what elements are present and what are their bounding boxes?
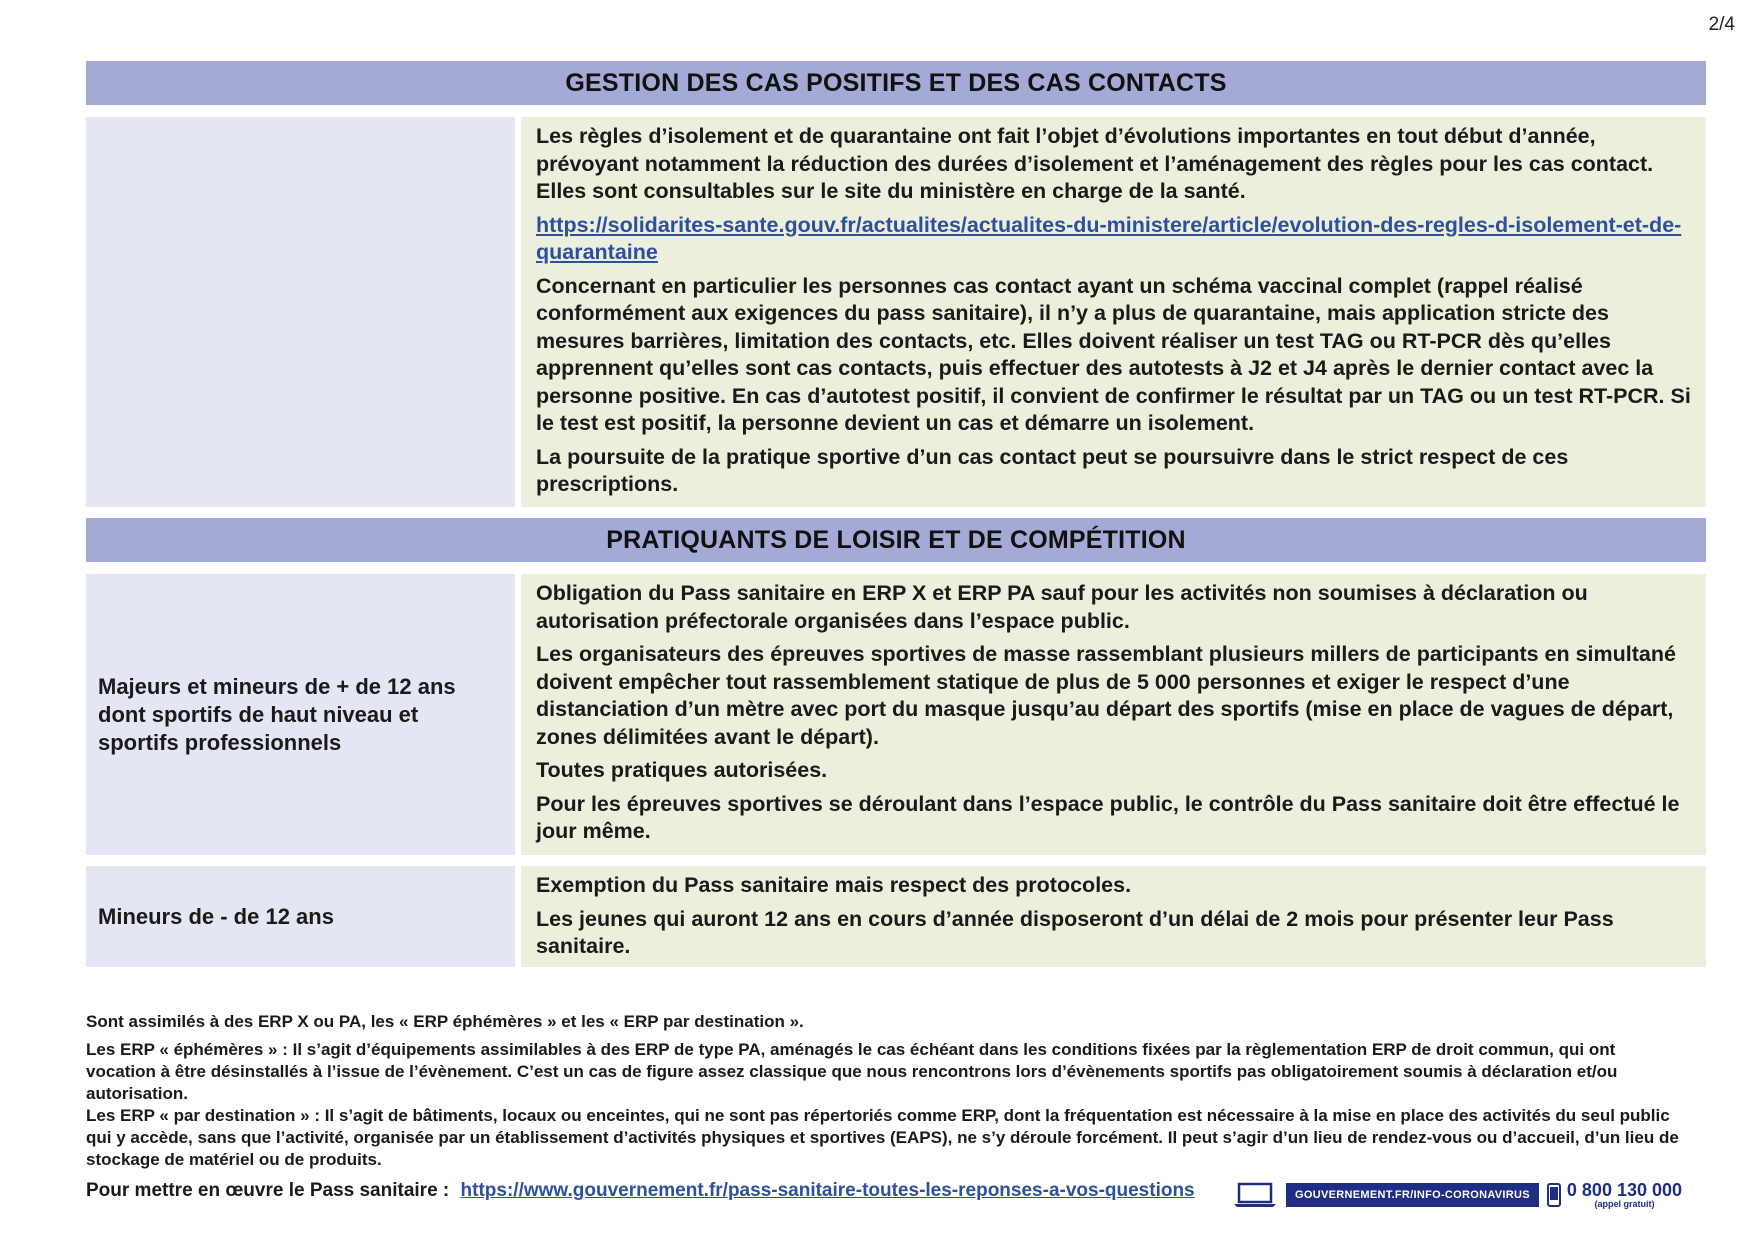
pass-sanitaire-link[interactable]: https://www.gouvernement.fr/pass-sanitaire-toutes-les-reponses-a-vos-questions bbox=[460, 1180, 1195, 1201]
coronavirus-info-banner bbox=[1232, 1181, 1682, 1209]
table-row-majeurs bbox=[86, 574, 1706, 855]
paragraph-cas-contact: Concernant en particulier les personnes cas contact ayant un schéma vaccinal complet (rappel réalisé conformément aux exigences du pass sanitaire), il n’y a plus de quarantaine, mais application stricte des mesures barrières, limitation des contacts, etc. Elles doivent réaliser un test TAG ou RT-PCR dès qu’elles apprennent qu’elles sont cas contacts, puis effectuer des autotests à J2 et J4 après le dernier contact avec la personne positive. En cas d’autotest positif, il convient de confirmer le résultat par un TAG ou un test RT-PCR. Si le test est positif, la personne devient un cas et démarre un isolement. bbox=[536, 273, 1691, 435]
pass-sanitaire-row bbox=[86, 1180, 1195, 1202]
paragraph-obligation-pass: Obligation du Pass sanitaire en ERP X et ERP PA sauf pour les activités non soumises à déclaration ou autorisation préfectorale organisées dans l’espace public. bbox=[536, 581, 1588, 633]
phone-number: 0 800 130 000 bbox=[1566, 1180, 1683, 1200]
paragraph-jeunes-12-ans: Les jeunes qui auront 12 ans en cours d’année disposeront d’un délai de 2 mois pour présenter leur Pass sanitaire. bbox=[536, 906, 1614, 958]
row-content-mineurs bbox=[521, 866, 1706, 967]
footnote-erp-ephemeres: Les ERP « éphémères » : Il s’agit d’équipements assimilables à des ERP de type PA, aménagés le cas échéant dans les conditions fixées par la règlementation ERP de droit commun, qui ont vocation à être désinstallés à l’issue de l’évènement. C’est un cas de figure assez classique que nous rencontrons lors d’évènements sportifs pas obligatoirement soumis à déclaration et/ou autorisation. bbox=[86, 1040, 1618, 1103]
paragraph-controle-pass: Pour les épreuves sportives se déroulant dans l’espace public, le contrôle du Pass sanitaire doit être effectué le jour même. bbox=[536, 791, 1680, 843]
solidarites-sante-link[interactable]: https://solidarites-sante.gouv.fr/actualites/actualites-du-ministere/article/evolution-des-regles-d-isolement-et-de-quarantaine bbox=[536, 212, 1682, 264]
row-content-cell bbox=[521, 117, 1706, 507]
paragraph-organisateurs: Les organisateurs des épreuves sportives de masse rassemblant plusieurs millers de participants en simultané doivent empêcher tout rassemblement statique de plus de 5 000 personnes et exiger le respect d’une distanciation d’un mètre avec port du masque jusqu’au départ des sportifs (mise en place de vagues de départ, zones délimitées avant le départ). bbox=[536, 642, 1676, 749]
section-title-pratiquants: PRATIQUANTS DE LOISIR ET DE COMPÉTITION bbox=[86, 518, 1706, 562]
mobile-phone-icon bbox=[1547, 1183, 1561, 1207]
footer-notes bbox=[86, 1011, 1686, 1177]
row-label-cell bbox=[86, 117, 515, 507]
phone-note: (appel gratuit) bbox=[1594, 1199, 1655, 1209]
gouvernement-info-coronavirus-badge[interactable]: GOUVERNEMENT.FR/INFO-CORONAVIRUS bbox=[1286, 1183, 1539, 1207]
row-label-majeurs: Majeurs et mineurs de + de 12 ans dont sportifs de haut niveau et sportifs professionnels bbox=[86, 574, 515, 855]
laptop-icon bbox=[1232, 1182, 1278, 1208]
table-row-cas-contacts bbox=[86, 117, 1706, 507]
page-number: 2/4 bbox=[1708, 14, 1735, 35]
section-title-cas-positifs: GESTION DES CAS POSITIFS ET DES CAS CONTACTS bbox=[86, 61, 1706, 105]
phone-info bbox=[1547, 1181, 1682, 1209]
paragraph-exemption: Exemption du Pass sanitaire mais respect des protocoles. bbox=[536, 873, 1132, 897]
row-content-majeurs bbox=[521, 574, 1706, 855]
paragraph-poursuite: La poursuite de la pratique sportive d’un cas contact peut se poursuivre dans le strict respect de ces prescriptions. bbox=[536, 444, 1569, 496]
table-row-mineurs bbox=[86, 866, 1706, 967]
row-label-mineurs: Mineurs de - de 12 ans bbox=[86, 866, 515, 967]
paragraph-isolement: Les règles d’isolement et de quarantaine ont fait l’objet d’évolutions importantes en tout début d’année, prévoyant notamment la réduction des durées d’isolement et l’aménagement des règles pour les cas contact. Elles sont consultables sur le site du ministère en charge de la santé. bbox=[536, 124, 1654, 203]
pass-sanitaire-label: Pour mettre en œuvre le Pass sanitaire : bbox=[86, 1180, 450, 1201]
paragraph-pratiques-autorisees: Toutes pratiques autorisées. bbox=[536, 758, 828, 782]
footnote-erp-assimiles: Sont assimilés à des ERP X ou PA, les « ERP éphémères » et les « ERP par destination ». bbox=[86, 1012, 804, 1031]
footnote-erp-destination: Les ERP « par destination » : Il s’agit de bâtiments, locaux ou enceintes, qui ne sont pas répertoriés comme ERP, dont la fréquentation est nécessaire à la mise en place des activités du seul public qui y accède, sans que l’activité, organisée par un établissement d’activités physiques et sportives (EAPS), ne s’y déroule forcément. Il peut s’agir d’un lieu de rendez-vous ou d’accueil, d’un lieu de stockage de matériel ou de produits. bbox=[86, 1106, 1679, 1169]
